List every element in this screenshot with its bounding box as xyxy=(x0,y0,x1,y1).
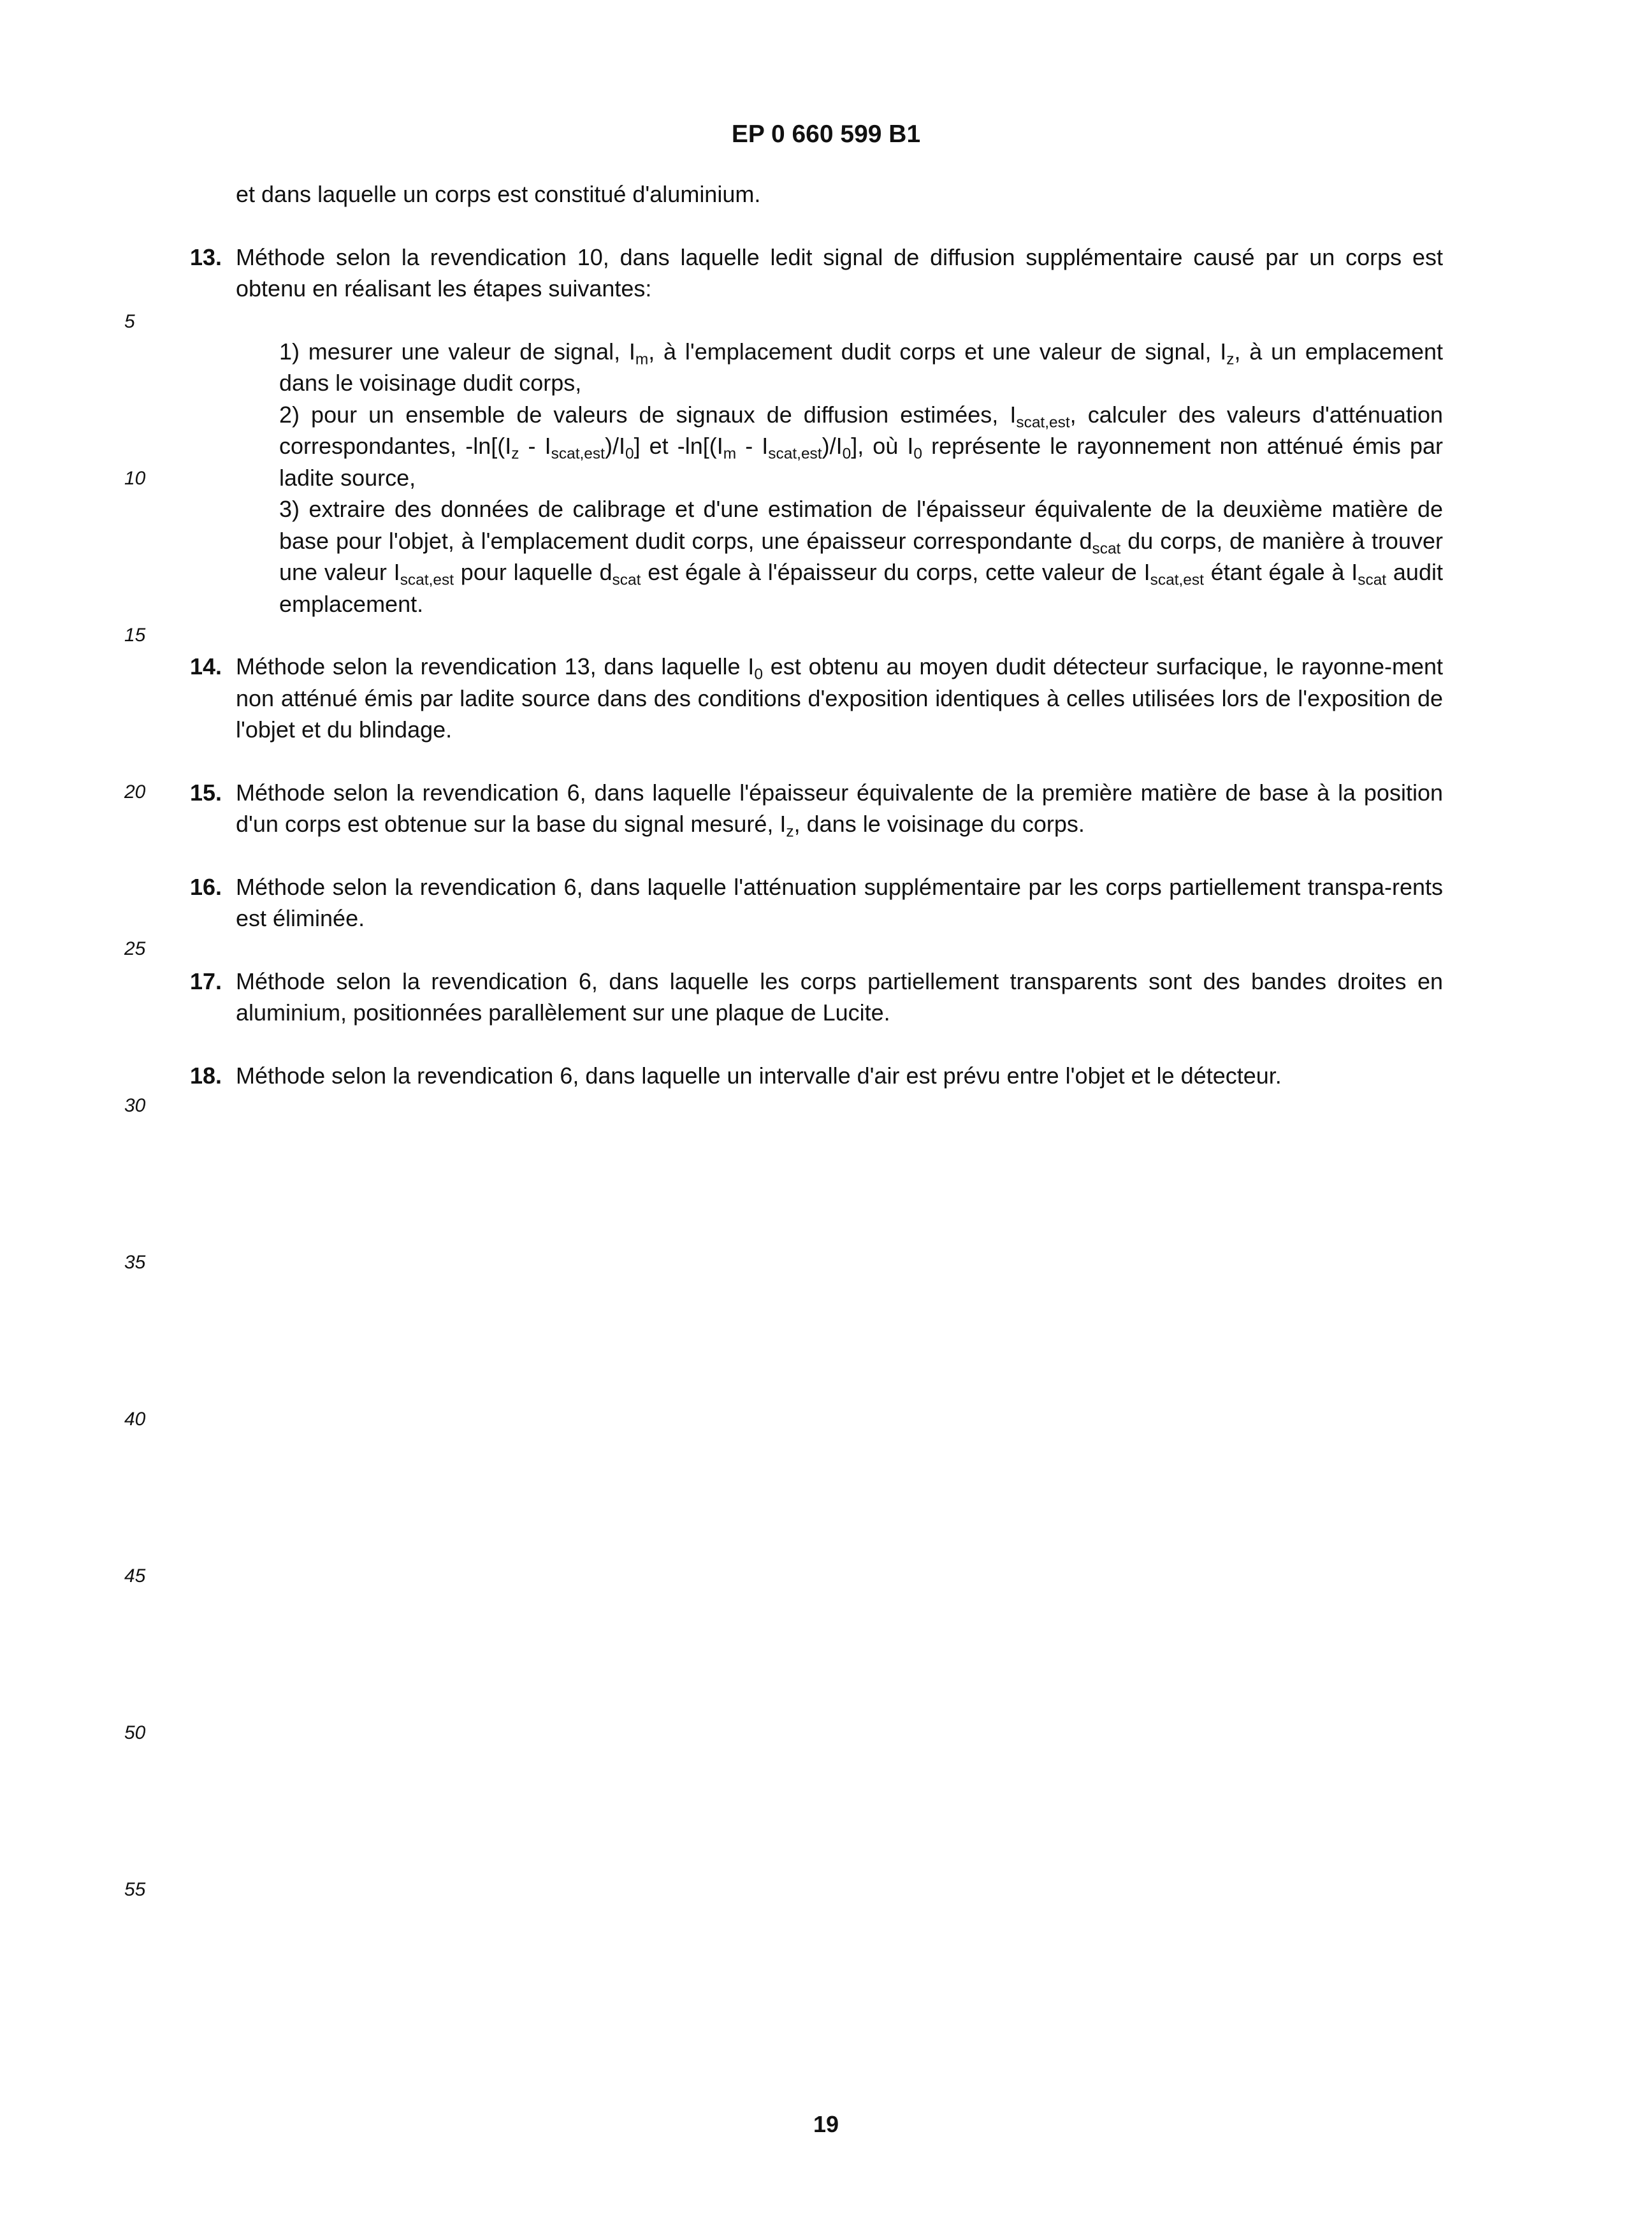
line-number: 40 xyxy=(124,1409,146,1430)
claim-number: 18. xyxy=(190,1062,222,1089)
step-1: 1) mesurer une valeur de signal, $I_m$, à l'emplacement dudit corps et une valeur de signal, $I_z$, à un emplacement dans le voisinage dudit corps, xyxy=(279,338,1443,396)
claim-13-steps xyxy=(279,336,1443,620)
step-3: 3) extraire des données de calibrage et d'une estimation de l'épaisseur équivalente de la deuxième matière de base pour l'objet, à l'emplacement dudit corps, une épaisseur correspondante $d_{scat}$ du corps, de manière à trouver une valeur $I_{scat,est}$ pour laquelle $d_{scat}$ est égale à l'épaisseur du corps, cette valeur de $I_{scat,est}$ étant égale à $I_{scat}$ audit emplacement. xyxy=(279,496,1443,617)
page-number: 19 xyxy=(813,2111,839,2137)
claim-14: 14. Méthode selon la revendication 13, dans laquelle $I_0$ est obtenu au moyen dudit détecteur surfacique, le rayonne-ment non atténué émis par ladite source dans des conditions d'exposition identiques à celles utilisées lors de l'exposition de l'objet et du blindage. xyxy=(190,651,1443,746)
line-number: 35 xyxy=(124,1252,146,1273)
line-number: 20 xyxy=(124,781,146,802)
claim-number: 15. xyxy=(190,779,222,806)
document-number: EP 0 660 599 B1 xyxy=(731,120,921,148)
line-number: 50 xyxy=(124,1722,146,1743)
claim-text: Méthode selon la revendication 6, dans laquelle un intervalle d'air est prévu entre l'objet et le détecteur. xyxy=(236,1062,1282,1089)
line-number: 25 xyxy=(124,938,146,959)
claim-17 xyxy=(190,966,1443,1029)
claim-text: Méthode selon la revendication 6, dans laquelle l'atténuation supplémentaire par les corps partiellement transpa-rents est éliminée. xyxy=(236,873,1443,931)
claims-text xyxy=(190,178,1443,1091)
line-number: 5 xyxy=(124,311,135,332)
step-2: 2) pour un ensemble de valeurs de signaux de diffusion estimées, $I_{scat,est}$, calculer des valeurs d'atténuation correspondantes, $-\ln[(I_z - I_{scat,est})/I_0]$ et $-\ln[(I_m - I_{scat,est})/I_0]$, où $I_0$ représente le rayonnement non atténué émis par ladite source, xyxy=(279,401,1444,491)
claim-18 xyxy=(190,1060,1443,1092)
claim-number: 13. xyxy=(190,243,222,270)
claim-number: 14. xyxy=(190,653,222,679)
claim-15: 15. Méthode selon la revendication 6, dans laquelle l'épaisseur équivalente de la première matière de base à la position d'un corps est obtenue sur la base du signal mesuré, $I_z$, dans le voisinage du corps. xyxy=(190,777,1443,840)
claim-13 xyxy=(190,242,1443,305)
line-number: 30 xyxy=(124,1095,146,1116)
claim-16 xyxy=(190,871,1443,934)
claim-text: Méthode selon la revendication 10, dans laquelle ledit signal de diffusion supplémentaire causé par un corps est obtenu en réalisant les étapes suivantes: xyxy=(236,243,1443,301)
claim-text: Méthode selon la revendication 6, dans laquelle les corps partiellement transparents sont des bandes droites en aluminium, positionnées parallèlement sur une plaque de Lucite. xyxy=(236,968,1443,1026)
claim-number: 17. xyxy=(190,968,222,994)
continuation-text: et dans laquelle un corps est constitué d'aluminium. xyxy=(236,181,761,207)
line-number: 15 xyxy=(124,625,146,646)
line-number: 10 xyxy=(124,468,146,489)
claim-number: 16. xyxy=(190,873,222,900)
line-number: 55 xyxy=(124,1879,146,1900)
line-number: 45 xyxy=(124,1565,146,1586)
